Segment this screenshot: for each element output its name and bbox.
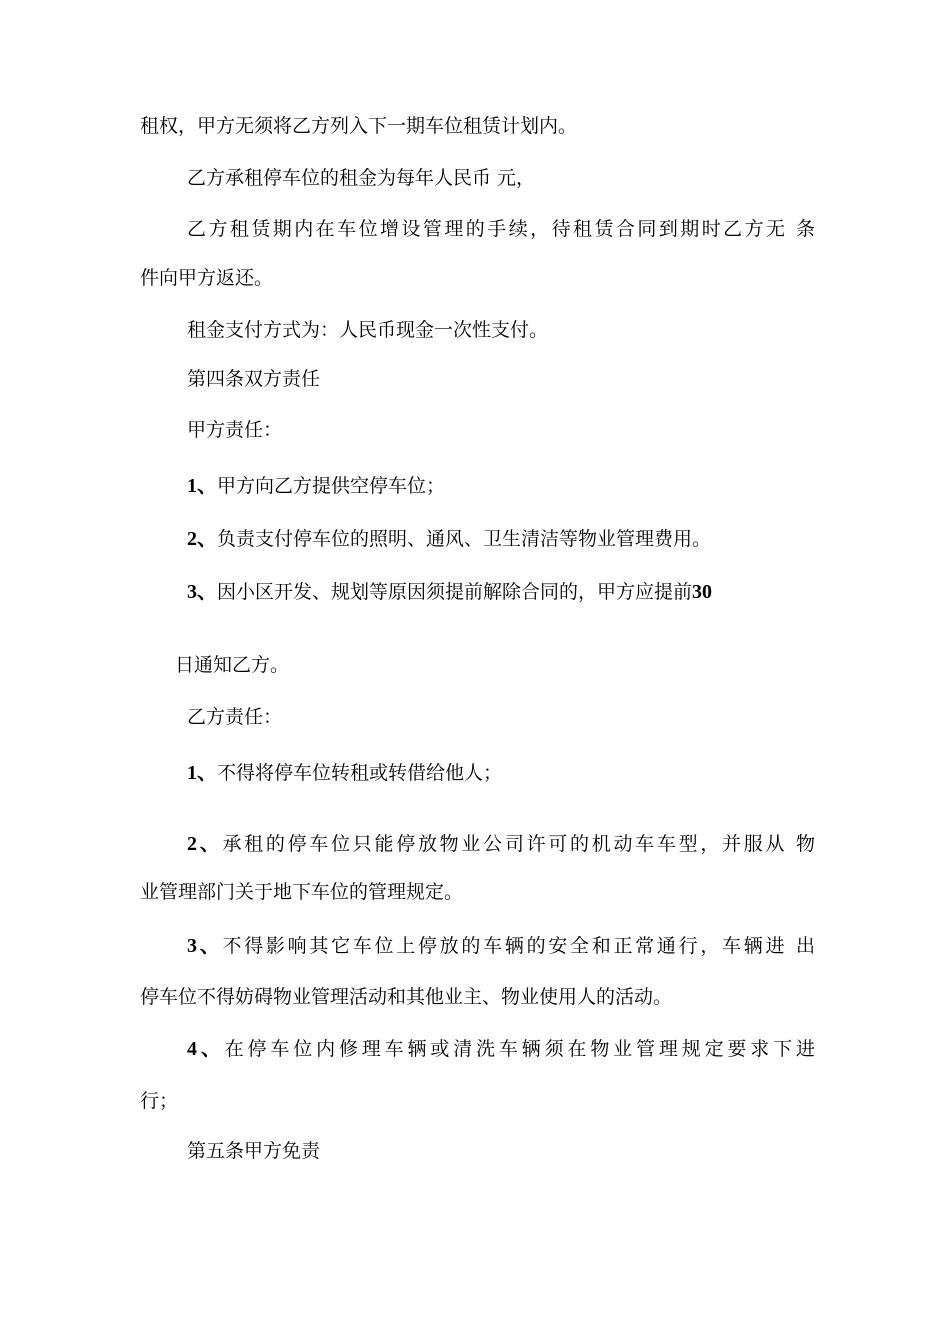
list-item	[187, 474, 445, 498]
list-item	[187, 527, 711, 551]
item-number: 3、	[187, 935, 223, 957]
paragraph-line: 租权，甲方无须将乙方列入下一期车位租赁计划内。	[140, 115, 578, 137]
item-number: 3、	[187, 581, 217, 603]
item-text: 甲方向乙方提供空停车位；	[217, 475, 446, 497]
list-item	[187, 580, 712, 604]
subsection-heading: 乙方责任：	[187, 706, 283, 728]
item-text: 承租的停车位只能停放物业公司许可的机动车车型，并服从 物	[222, 833, 816, 855]
section-heading: 第五条甲方免责	[187, 1140, 321, 1162]
subsection-heading: 甲方责任：	[187, 419, 283, 441]
paragraph-line: 件向甲方返还。	[140, 267, 274, 289]
item-text: 因小区开发、规划等原因须提前解除合同的，甲方应提前	[217, 581, 693, 603]
item-number: 2、	[187, 528, 217, 550]
item-number: 4、	[187, 1038, 225, 1060]
item-text: 不得将停车位转租或转借给他人；	[217, 762, 503, 784]
paragraph-line: 行；	[140, 1090, 179, 1112]
list-item	[187, 832, 815, 856]
list-item	[187, 934, 815, 958]
item-number: 2、	[187, 833, 223, 855]
item-number: 1、	[187, 762, 217, 784]
paragraph-line: 停车位不得妨碍物业管理活动和其他业主、物业使用人的活动。	[140, 986, 673, 1008]
item-text: 负责支付停车位的照明、通风、卫生清洁等物业管理费用。	[217, 528, 712, 550]
list-item	[187, 761, 502, 785]
item-number: 1、	[187, 475, 217, 497]
paragraph-line: 业管理部门关于地下车位的管理规定。	[140, 881, 464, 903]
list-item	[187, 1037, 815, 1061]
paragraph-line: 乙方承租停车位的租金为每年人民币 元，	[187, 167, 536, 189]
days-value: 30	[692, 581, 713, 603]
paragraph-line: 租金支付方式为：人民币现金一次性支付。	[187, 319, 549, 341]
item-text: 在停车位内修理车辆或清洗车辆须在物业管理规定要求下进	[224, 1038, 815, 1060]
paragraph-line: 乙方租赁期内在车位增设管理的手续，待租赁合同到期时乙方无 条	[187, 218, 815, 240]
section-heading: 第四条双方责任	[187, 368, 321, 390]
paragraph-line: 日通知乙方。	[175, 654, 290, 676]
item-text: 不得影响其它车位上停放的车辆的安全和正常通行，车辆进 出	[222, 935, 816, 957]
